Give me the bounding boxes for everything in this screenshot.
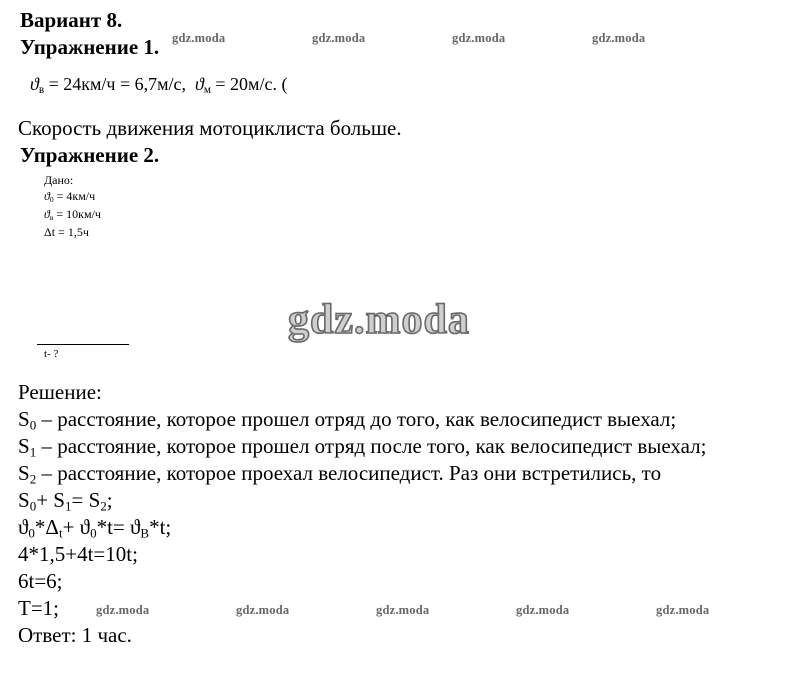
symbol: S	[18, 407, 30, 431]
variant-title: Вариант 8.	[20, 8, 123, 32]
equation-3: 4*1,5+4t=10t;	[18, 542, 138, 566]
exercise2-answer: Ответ: 1 час.	[18, 623, 132, 647]
eq-part: + ϑ	[62, 515, 91, 539]
eq-part: ϑ	[18, 515, 29, 539]
given-value: = 10км/ч	[53, 206, 101, 221]
watermark: gdz.moda	[656, 603, 710, 617]
symbol: S	[18, 434, 30, 458]
eq-part: + S	[36, 488, 65, 512]
subscript: t	[58, 525, 63, 541]
given-header: Дано:	[44, 173, 74, 187]
subscript: м	[203, 83, 211, 96]
exercise1-formula	[30, 74, 287, 96]
subscript: 0	[28, 525, 35, 541]
watermark: gdz.moda	[236, 603, 290, 617]
velocity-symbol: ϑ	[44, 206, 50, 221]
subscript: 1	[64, 498, 72, 514]
watermark: gdz.moda	[312, 31, 366, 45]
given-divider	[37, 344, 129, 345]
subscript: В	[140, 525, 150, 541]
solution-line-s1	[18, 434, 706, 460]
given-dt: Δt = 1,5ч	[44, 225, 89, 240]
solution-header: Решение:	[18, 380, 102, 404]
equation-4: 6t=6;	[18, 569, 63, 593]
watermark: gdz.moda	[172, 31, 226, 45]
solution-line-s2	[18, 461, 661, 487]
eq-part: = S	[71, 488, 101, 512]
velocity-symbol: ϑ	[44, 188, 50, 203]
velocity-symbol: ϑ	[195, 74, 204, 94]
formula-cut-char: (	[281, 74, 288, 94]
subscript: 2	[29, 471, 37, 487]
line-text: – расстояние, которое прошел отряд до того, как велосипедист выехал;	[36, 407, 677, 431]
exercise1-answer: Скорость движения мотоциклиста больше.	[18, 116, 402, 140]
symbol: S	[18, 461, 30, 485]
eq-part: ;	[106, 488, 113, 512]
watermark: gdz.moda	[376, 603, 430, 617]
exercise2-title: Упражнение 2.	[20, 143, 160, 167]
equation-5: T=1;	[18, 596, 60, 620]
formula-text: = 24км/ч = 6,7м/с,	[44, 74, 186, 94]
velocity-symbol: ϑ	[30, 74, 39, 94]
watermark: gdz.moda	[592, 31, 646, 45]
eq-part: *Δ	[34, 515, 59, 539]
find-label: t- ?	[44, 348, 59, 360]
subscript: 1	[29, 444, 37, 460]
subscript: в	[38, 83, 45, 96]
subscript: 0	[90, 525, 97, 541]
watermark: gdz.moda	[96, 603, 150, 617]
given-vb	[44, 207, 101, 225]
line-text: – расстояние, которое прошел отряд после того, как велосипедист выехал;	[36, 434, 707, 458]
subscript: в	[49, 212, 54, 222]
watermark: gdz.moda	[516, 603, 570, 617]
subscript: 0	[29, 417, 37, 433]
solution-line-s0	[18, 407, 676, 433]
given-v0	[44, 189, 101, 207]
watermark: gdz.moda	[452, 31, 506, 45]
watermark-large: gdz.moda	[288, 297, 470, 343]
equation-1	[18, 488, 113, 514]
eq-part: *t= ϑ	[96, 515, 141, 539]
subscript: 2	[100, 498, 107, 514]
subscript: 0	[49, 194, 54, 204]
line-text: – расстояние, которое проехал велосипедист. Раз они встретились, то	[36, 461, 662, 485]
formula-text: = 20м/с.	[210, 74, 277, 94]
eq-part: *t;	[149, 515, 172, 539]
given-block	[44, 173, 101, 241]
given-value: = 4км/ч	[53, 188, 96, 203]
eq-part: S	[18, 488, 30, 512]
equation-2	[18, 515, 171, 541]
exercise1-title: Упражнение 1.	[20, 35, 160, 59]
subscript: 0	[29, 498, 37, 514]
